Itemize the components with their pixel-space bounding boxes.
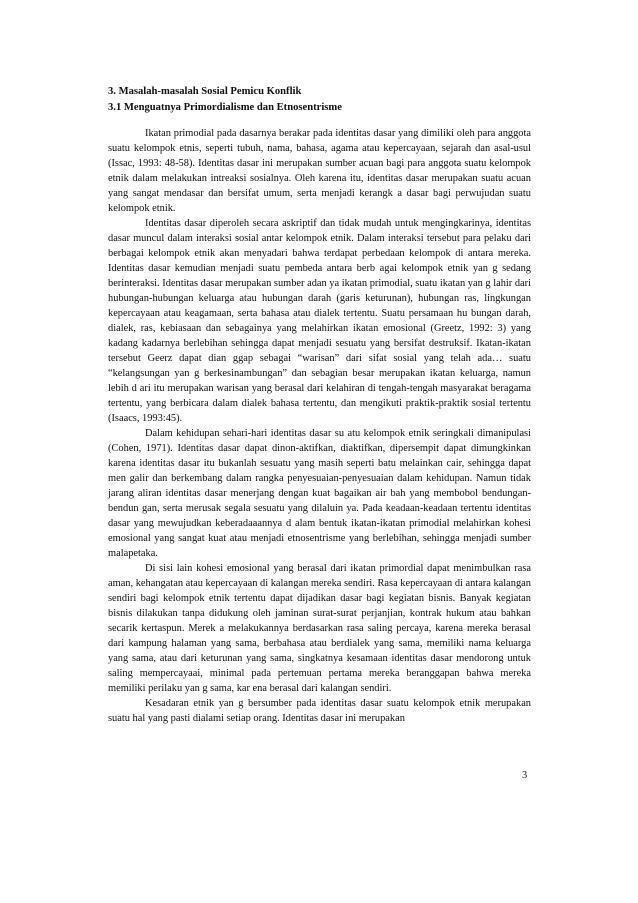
page-number: 3: [522, 770, 528, 781]
paragraph-4: Di sisi lain kohesi emosional yang berasal dari ikatan primordial dapat menimbulkan rasa aman, kehangatan atau kepercayaan di kalangan mereka sendiri. Rasa kepercayaan di antara kalangan sendiri bagi kelompok etnik tertentu dapat dijadikan dasar bagi kegiatan bisnis. Banyak kegiatan bisnis dilakukan tanpa didukung oleh jaminan surat-surat perjanjian, kontrak hukum atau bahkan secarik kertaspun. Merek a melakukannya berdasarkan rasa saling percaya, karena mereka berasal dari kampung halaman yang sama, berbahasa atau berdialek yang sama, memiliki nama keluarga yang sama, atau dari keturunan yang sama, singkatnya kesamaan identitas dasar mendorong untuk saling mempercayaai, minimal pada pertemuan pertama mereka beranggapan bahwa mereka memiliki perilaku yan g sama, kar ena berasal dari kalangan sendiri.: [108, 563, 531, 694]
paragraph-5: Kesadaran etnik yan g bersumber pada identitas dasar suatu kelompok etnik merupakan suatu hal yang pasti dialami setiap orang. Identitas dasar ini merupakan: [108, 698, 531, 724]
section-heading: 3. Masalah-masalah Sosial Pemicu Konflik: [108, 86, 302, 97]
paragraph-2: Identitas dasar diperoleh secara askriptif dan tidak mudah untuk mengingkarinya, identitas dasar muncul dalam interaksi sosial antar kelompok etnik. Dalam interaksi tersebut para pelaku dari berbagai kelompok etnik akan menyadari bahwa terdapat perbedaan kelompok di antara mereka. Identitas dasar kemudian menjadi suatu pembeda antara berb agai kelompok etnik yan g sedang berinteraksi. Identitas dasar merupakan sumber adan ya ikatan primodial, suatu ikatan yan g lahir dari hubungan-hubungan keluarga atau hubungan darah (garis keturunan), hubungan ras, lingkungan kepercayaan atau keagamaan, serta bahasa atau dialek tertentu. Suatu persamaan hu bungan darah, dialek, ras, kebiasaan dan sebagainya yang melahirkan ikatan emosional (Greetz, 1992: 3) yang kadang kadarnya berlebihan sehingga dapat menjadi sesuatu yang bersifat destruksif. Ikatan-ikatan tersebut Geerz dapat dian ggap sebagai “warisan” dari sifat sosial yang telah ada… suatu “kelangsungan yan g berkesinambungan” dan sebagian besar merupakan ikatan keluarga, namun lebih d ari itu merupakan warisan yang berasal dari kelahiran di tengah-tengah masyarakat beragama tertentu, yang berbicara dalam dialek bahasa tertentu, dan mengikuti praktik-praktik sosial tertentu (Isaacs, 1993:45).: [108, 218, 531, 424]
subsection-heading: 3.1 Menguatnya Primordialisme dan Etnosentrisme: [108, 102, 342, 113]
paragraph-3: Dalam kehidupan sehari-hari identitas dasar su atu kelompok etnik seringkali dimanipulasi (Cohen, 1971). Identitas dasar dapat dinon-aktifkan, diaktifkan, dipersempit dapat dimungkinkan karena identitas dasar itu bukanlah sesuatu yang masih seperti batu melainkan cair, sehingga dapat men galir dan berkembang dalam rangka penyesuaian-penyesuaian dalam kehidupan. Namun tidak jarang aliran identitas dasar menerjang dengan kuat bagaikan air bah yang membobol bendungan-bendun gan, serta merusak segala sesuatu yang dilaluin ya. Pada keadaan-keadaan tertentu identitas dasar yang mewujudkan keberadaaannya d alam bentuk ikatan-ikatan primodial melahirkan kohesi emosional yang sangat kuat atau menjadi etnosentrisme yang berlebihan, sehingga menjadi sumber malapetaka.: [108, 428, 531, 559]
page-content: [108, 84, 531, 726]
paragraph-1: Ikatan primodial pada dasarnya berakar pada identitas dasar yang dimiliki oleh para anggota suatu kelompok etnis, seperti tubuh, nama, bahasa, agama atau kepercayaan, sejarah dan asal-usul (Issac, 1993: 48-58). Identitas dasar ini merupakan sumber acuan bagi para anggota suatu kelompok etnik dalam melakukan intreaksi sosialnya. Oleh karena itu, identitas dasar merupakan suatu acuan yang sangat mendasar dan bersifat umum, serta menjadi kerangk a dasar bagi perwujudan suatu kelompok etnik.: [108, 128, 531, 214]
